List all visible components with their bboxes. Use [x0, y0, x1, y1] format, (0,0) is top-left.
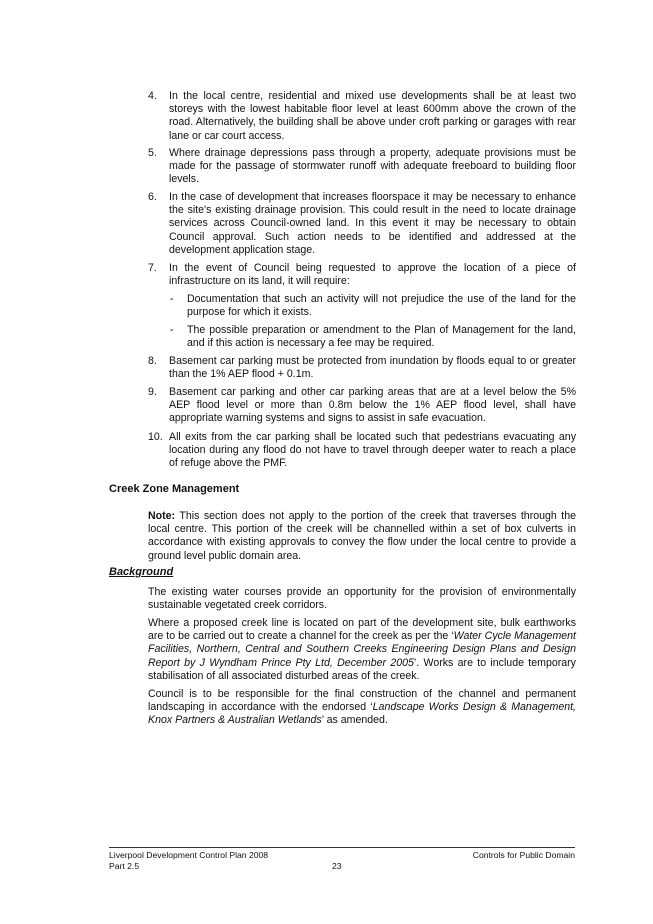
- list-number: 8.: [148, 355, 157, 367]
- body-paragraph: [148, 688, 576, 728]
- note-text: This section does not apply to the portion of the creek that traverses through the local centre. This portion of the creek will be channelled within a set of box culverts in accordance with existing approvals to convey the flow under the local centre to provide a ground level public domain area.: [148, 510, 576, 562]
- subsection-heading: Background: [109, 566, 174, 578]
- list-number: 5.: [148, 147, 157, 159]
- list-item: [148, 191, 576, 257]
- footer-section-title: Controls for Public Domain: [472, 850, 575, 860]
- list-item: [148, 431, 576, 471]
- list-item: [148, 386, 576, 426]
- sub-bullet-dash: -: [170, 324, 174, 336]
- list-text: In the event of Council being requested to approve the location of a piece of infrastructure on its land, it will require:: [169, 262, 576, 288]
- list-text: Basement car parking must be protected from inundation by floods equal to or greater than the 1% AEP flood + 0.1m.: [169, 355, 576, 381]
- list-item: [148, 147, 576, 187]
- paragraph-text: Where a proposed creek line is located on part of the development site, bulk earthworks are to be carried out to create a channel for the creek as per the ‘: [148, 617, 576, 643]
- footer-part-number: Part 2.5: [109, 861, 140, 871]
- cited-document-title: Water Cycle Management Facilities, Northern, Central and Southern Creeks Engineering Design Plans and Design Report by J Wyndham Prince Pty Ltd, December 2005: [148, 630, 576, 669]
- sub-bullet-item: [170, 324, 576, 350]
- list-text: Basement car parking and other car parking areas that are at a level below the 5% AEP flood level or more than 0.8m below the 1% AEP flood level, shall have appropriate warning systems and signs to assist in safe evacuation.: [169, 386, 576, 425]
- sub-bullet-item: [170, 293, 576, 319]
- section-heading: Creek Zone Management: [109, 483, 240, 495]
- list-number: 4.: [148, 90, 157, 102]
- footer-divider: [109, 847, 575, 848]
- paragraph-text: ’ as amended.: [321, 714, 388, 727]
- list-text: In the case of development that increases floorspace it may be necessary to enhance the site's existing drainage provision. This could result in the need to locate drainage services across Council-owned land. In this event it may be necessary to obtain Council approval. Such action needs to be identified and addressed at the development application stage.: [169, 191, 576, 256]
- list-number: 9.: [148, 386, 157, 398]
- footer-document-title: Liverpool Development Control Plan 2008: [109, 850, 269, 860]
- paragraph-text: Council is to be responsible for the final construction of the channel and permanent landscaping in accordance with the endorsed ‘: [148, 688, 576, 714]
- note-paragraph: [148, 510, 576, 563]
- cited-document-title: Landscape Works Design & Management, Knox Partners & Australian Wetlands: [148, 701, 576, 727]
- list-text: All exits from the car parking shall be located such that pedestrians evacuating any location during any flood do not have to travel through deeper water to reach a place of refuge above the PMF.: [169, 431, 576, 470]
- list-number: 10.: [148, 431, 163, 443]
- paragraph-text: ’. Works are to include temporary stabilisation of all associated disturbed areas of the creek.: [148, 656, 576, 682]
- body-paragraph: [148, 617, 576, 683]
- paragraph-text: The existing water courses provide an opportunity for the provision of environmentally sustainable vegetated creek corridors.: [148, 586, 576, 612]
- list-text: In the local centre, residential and mixed use developments shall be at least two storeys with the lowest habitable floor level at least 600mm above the crown of the road. Alternatively, the building shall be above under croft parking or garages with rear lane or car court access.: [169, 90, 576, 142]
- list-item: [148, 262, 576, 288]
- list-number: 7.: [148, 262, 157, 274]
- list-item: [148, 355, 576, 381]
- sub-bullet-text: Documentation that such an activity will not prejudice the use of the land for the purpose for which it exists.: [187, 293, 576, 319]
- list-item: [148, 90, 576, 143]
- list-text: Where drainage depressions pass through a property, adequate provisions must be made for the passage of stormwater runoff with adequate freeboard to building floor levels.: [169, 147, 576, 186]
- page-number: 23: [332, 861, 342, 871]
- list-number: 6.: [148, 191, 157, 203]
- sub-bullet-dash: -: [170, 293, 174, 305]
- body-paragraph: [148, 586, 576, 612]
- sub-bullet-text: The possible preparation or amendment to the Plan of Management for the land, and if this action is necessary a fee may be required.: [187, 324, 576, 350]
- note-label: Note:: [148, 510, 176, 522]
